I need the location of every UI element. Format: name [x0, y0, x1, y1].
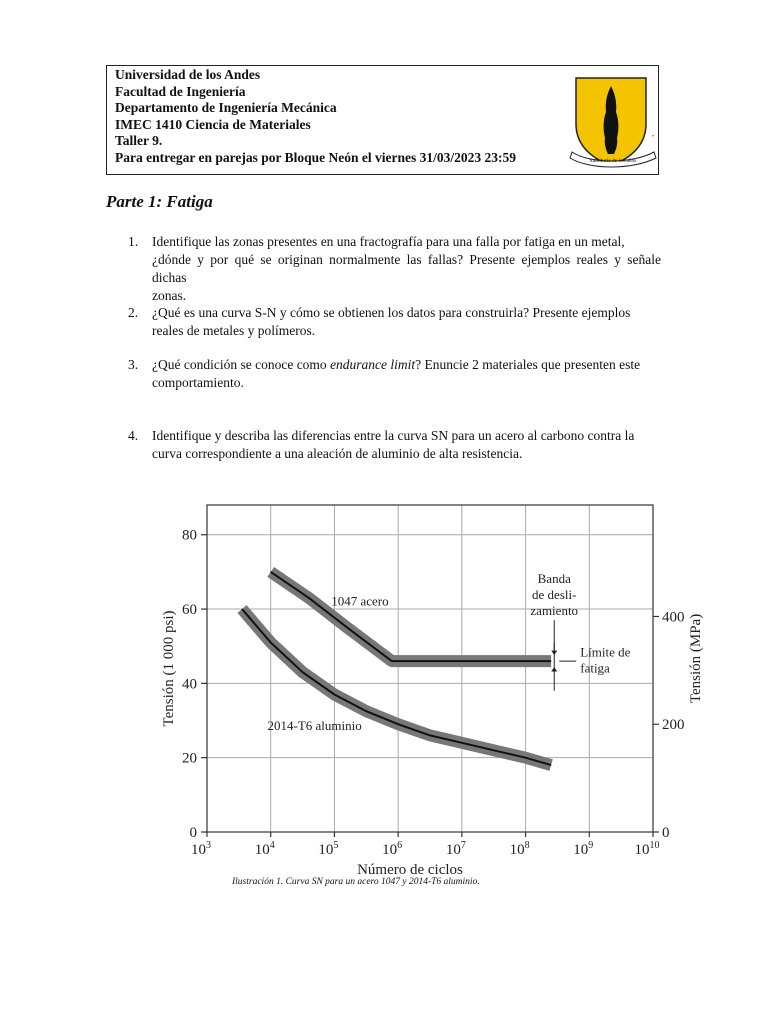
- y-tick-label: 0: [189, 825, 197, 841]
- y-tick-label: 20: [182, 750, 197, 767]
- question-line: Identifique y describa las diferencias entre la curva SN para un acero al carbono contra la: [152, 428, 635, 443]
- series-band-aluminum: [242, 609, 551, 765]
- endurance-limit-term: endurance limit: [330, 357, 416, 372]
- y-tick-label: 80: [182, 527, 197, 544]
- question-number: 1.: [128, 234, 139, 249]
- question-line: Identifique las zonas presentes en una fractografía para una falla por fatiga en un metal,: [152, 234, 625, 249]
- x-tick-label: $10^8$: [509, 840, 530, 858]
- series-label-steel: 1047 acero: [331, 593, 389, 609]
- y-right-tick-label: 200: [662, 717, 685, 734]
- question-text: ¿Qué condición se conoce como: [152, 357, 331, 372]
- question-number: 4.: [128, 428, 139, 443]
- annotation-band-text: zamiento: [530, 603, 579, 619]
- question-line: ¿Qué es una curva S-N y cómo se obtienen los datos para construirla? Presente ejemplos: [152, 305, 631, 320]
- section-title: Parte 1: Fatiga: [106, 192, 213, 211]
- question-number: 3.: [128, 357, 139, 372]
- series-band-steel: [271, 572, 551, 661]
- x-tick-label: $10^7$: [445, 840, 466, 858]
- x-tick-label: $10^5$: [318, 840, 339, 858]
- series-line-steel: [271, 572, 551, 661]
- header-text: [115, 67, 516, 167]
- question-line: reales de metales y polímeros.: [152, 323, 316, 338]
- department-name: Departamento de Ingeniería Mecánica: [115, 100, 337, 116]
- x-tick-label: $10^3$: [191, 840, 211, 858]
- series-line-aluminum: [242, 609, 551, 765]
- question-line: zonas.: [152, 288, 187, 303]
- x-tick-label: $10^6$: [382, 840, 403, 858]
- x-axis-label: Número de ciclos: [357, 862, 463, 878]
- annotation-band-text: de desli-: [532, 587, 577, 603]
- y-axis-label: Tensión (1 000 psi): [161, 610, 177, 727]
- question-text: ? Enuncie 2 materiales que presenten este: [415, 357, 641, 372]
- y-tick-label: 40: [182, 676, 197, 693]
- y-right-axis-label: Tensión (MPa): [688, 613, 704, 704]
- x-tick-label: $10^9$: [573, 840, 594, 858]
- question-line: ¿dónde y por qué se originan normalmente las fallas? Presente ejemplos reales y señale dichas: [152, 252, 661, 285]
- series-label-aluminum: 2014-T6 aluminio: [267, 717, 362, 733]
- due-date-line: Para entregar en parejas por Bloque Neón el viernes 31/03/2023 23:59: [115, 149, 516, 165]
- logo-motto: Sabiduría de los años: [589, 158, 637, 164]
- assignment-title: Taller 9.: [115, 133, 163, 149]
- faculty-name: Facultad de Ingeniería: [115, 83, 246, 99]
- annotation-band-text: Banda: [537, 571, 571, 587]
- annotation-fatigue-text: Límite de: [580, 644, 631, 660]
- x-tick-label: $10^4$: [254, 840, 275, 858]
- logo-mark: •: [652, 134, 655, 140]
- university-logo: [570, 72, 662, 170]
- fatigue-arrow-bottom-head: [551, 667, 557, 671]
- question-line: comportamiento.: [152, 375, 244, 390]
- y-right-tick-label: 0: [662, 825, 670, 841]
- annotation-fatigue-text: fatiga: [580, 660, 610, 676]
- question-line: curva correspondiente a una aleación de aluminio de alta resistencia.: [152, 446, 523, 461]
- figure-caption: Ilustración 1. Curva SN para un acero 1047 y 2014-T6 aluminio.: [232, 877, 480, 887]
- question-number: 2.: [128, 305, 139, 320]
- fatigue-arrow-top-head: [551, 651, 557, 655]
- x-tick-label: $10^{10}$: [634, 840, 660, 858]
- header-box: [106, 65, 659, 175]
- course-name: IMEC 1410 Ciencia de Materiales: [115, 116, 311, 132]
- y-right-tick-label: 400: [662, 609, 685, 626]
- university-name: Universidad de los Andes: [115, 67, 261, 82]
- sn-curve-chart: [150, 495, 704, 878]
- y-tick-label: 60: [182, 602, 197, 619]
